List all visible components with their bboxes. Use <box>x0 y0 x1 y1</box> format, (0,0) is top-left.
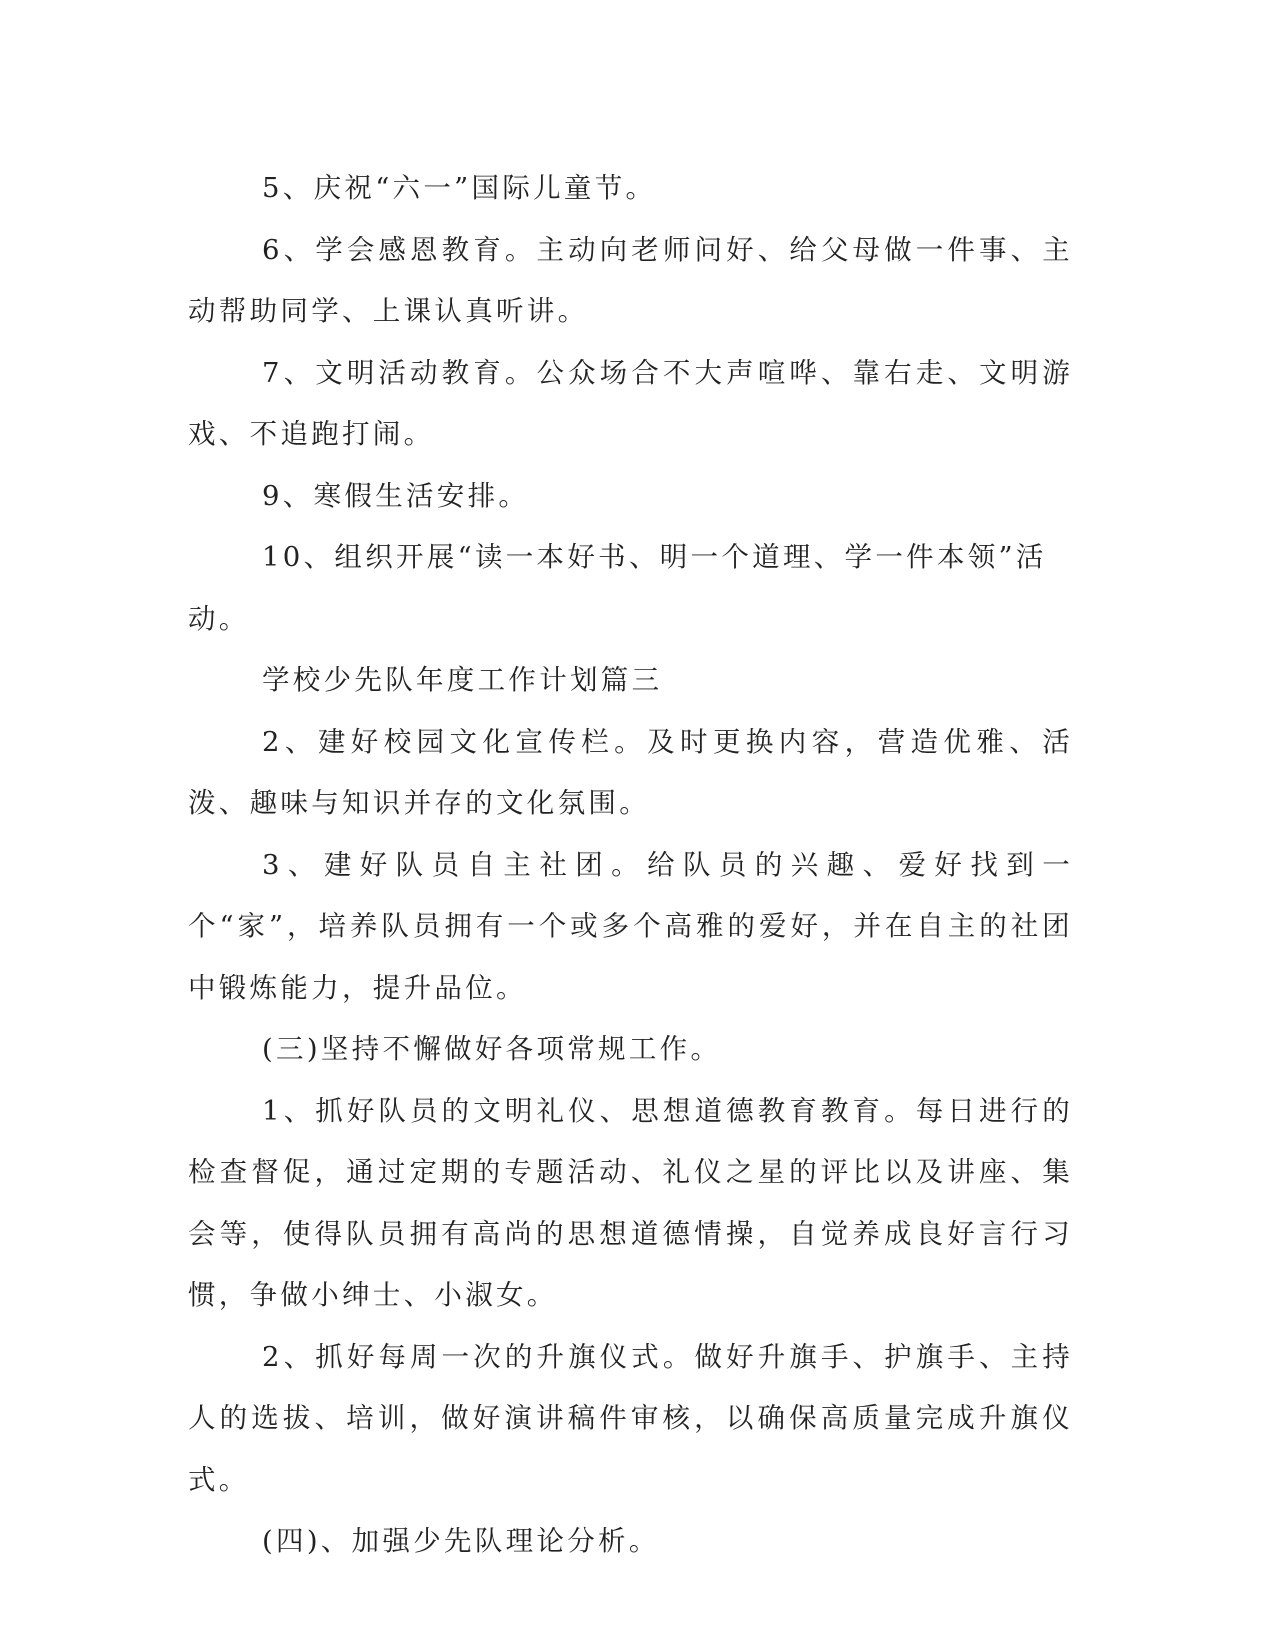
paragraph-item-2a: 2、建好校园文化宣传栏。及时更换内容，营造优雅、活泼、趣味与知识并存的文化氛围。 <box>188 725 1073 819</box>
paragraph-item-7: 7、文明活动教育。公众场合不大声喧哗、靠右走、文明游戏、不追跑打闹。 <box>188 356 1073 450</box>
paragraph-item-5: 5、庆祝“六一”国际儿童节。 <box>262 172 657 204</box>
subsection-heading-4: (四)、加强少先队理论分析。 <box>262 1525 660 1557</box>
paragraph-item-3: 3、建好队员自主社团。给队员的兴趣、爱好找到一个“家”，培养队员拥有一个或多个高雅的爱好，并在自主的社团中锻炼能力，提升品位。 <box>188 848 1073 1004</box>
subsection-heading-3: (三)坚持不懈做好各项常规工作。 <box>262 1033 722 1065</box>
paragraph-item-1: 1、抓好队员的文明礼仪、思想道德教育教育。每日进行的检查督促，通过定期的专题活动、礼仪之星的评比以及讲座、集会等，使得队员拥有高尚的思想道德情操，自觉养成良好言行习惯，争做小绅士、小淑女。 <box>188 1094 1073 1311</box>
paragraph-item-6: 6、学会感恩教育。主动向老师问好、给父母做一件事、主动帮助同学、上课认真听讲。 <box>188 233 1073 327</box>
section-heading: 学校少先队年度工作计划篇三 <box>262 664 663 696</box>
document-body <box>188 158 1073 1573</box>
paragraph-item-10: 10、组织开展“读一本好书、明一个道理、学一件本领”活动。 <box>188 541 1047 635</box>
paragraph-item-9: 9、寒假生活安排。 <box>262 479 530 512</box>
paragraph-item-2b: 2、抓好每周一次的升旗仪式。做好升旗手、护旗手、主持人的选拔、培训，做好演讲稿件审核，以确保高质量完成升旗仪式。 <box>188 1340 1073 1496</box>
